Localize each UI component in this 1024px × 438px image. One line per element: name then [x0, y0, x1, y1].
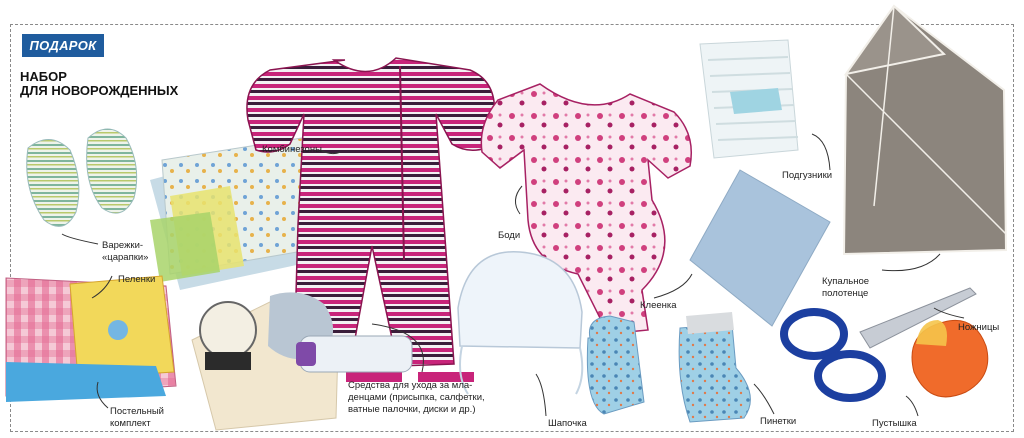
label-pinetki: Пинетки — [760, 416, 797, 427]
hooded-towel-icon — [844, 6, 1006, 254]
label-nozhnicy: Ножницы — [958, 322, 1000, 333]
label-podguzniki: Подгузники — [782, 170, 833, 181]
mittens-icon — [27, 129, 137, 226]
callout-varezhki — [62, 234, 98, 244]
baby-hat-icon — [458, 252, 582, 394]
title-line-2: ДЛЯ НОВОРОЖДЕННЫХ — [20, 83, 179, 98]
diaper-pack-icon — [700, 40, 798, 158]
label-polotence-1: Купальное — [822, 276, 870, 287]
gift-badge: ПОДАРОК — [22, 34, 104, 57]
label-postelny-1: Постельный — [110, 406, 164, 417]
page-title — [20, 70, 200, 98]
label-varezhki-1: Варежки- — [102, 240, 144, 251]
callout-kleenka — [654, 274, 692, 298]
callout-polotence — [882, 254, 940, 271]
label-kombinezony: Комбинезоны — [262, 144, 322, 155]
label-pustyshka: Пустышка — [872, 418, 917, 429]
label-pelenki: Пеленки — [118, 274, 156, 285]
oilcloth-icon — [690, 170, 833, 326]
label-shapochka: Шапочка — [548, 418, 587, 429]
label-kleenka: Клеенка — [640, 300, 677, 311]
label-sredstva-2: денцами (присыпка, салфетки, — [348, 392, 485, 403]
title-line-1: НАБОР — [20, 69, 67, 84]
label-sredstva-3: ватные палочки, диски и др.) — [348, 404, 476, 415]
label-polotence-2: полотенце — [822, 288, 869, 299]
callout-bodi — [515, 186, 522, 214]
label-bodi: Боди — [498, 230, 521, 241]
callout-pustyshka — [906, 396, 918, 416]
label-postelny-2: комплект — [110, 418, 151, 429]
diapers-stack-icon — [150, 138, 320, 290]
label-varezhki-2: «царапки» — [102, 252, 149, 263]
booties-icon — [587, 312, 750, 422]
label-sredstva-1: Средства для ухода за мла- — [348, 380, 473, 391]
bedding-set-icon — [6, 276, 176, 402]
callout-shapochka — [536, 374, 546, 416]
callout-podguzniki — [812, 134, 830, 170]
callout-pinetki — [754, 384, 774, 414]
